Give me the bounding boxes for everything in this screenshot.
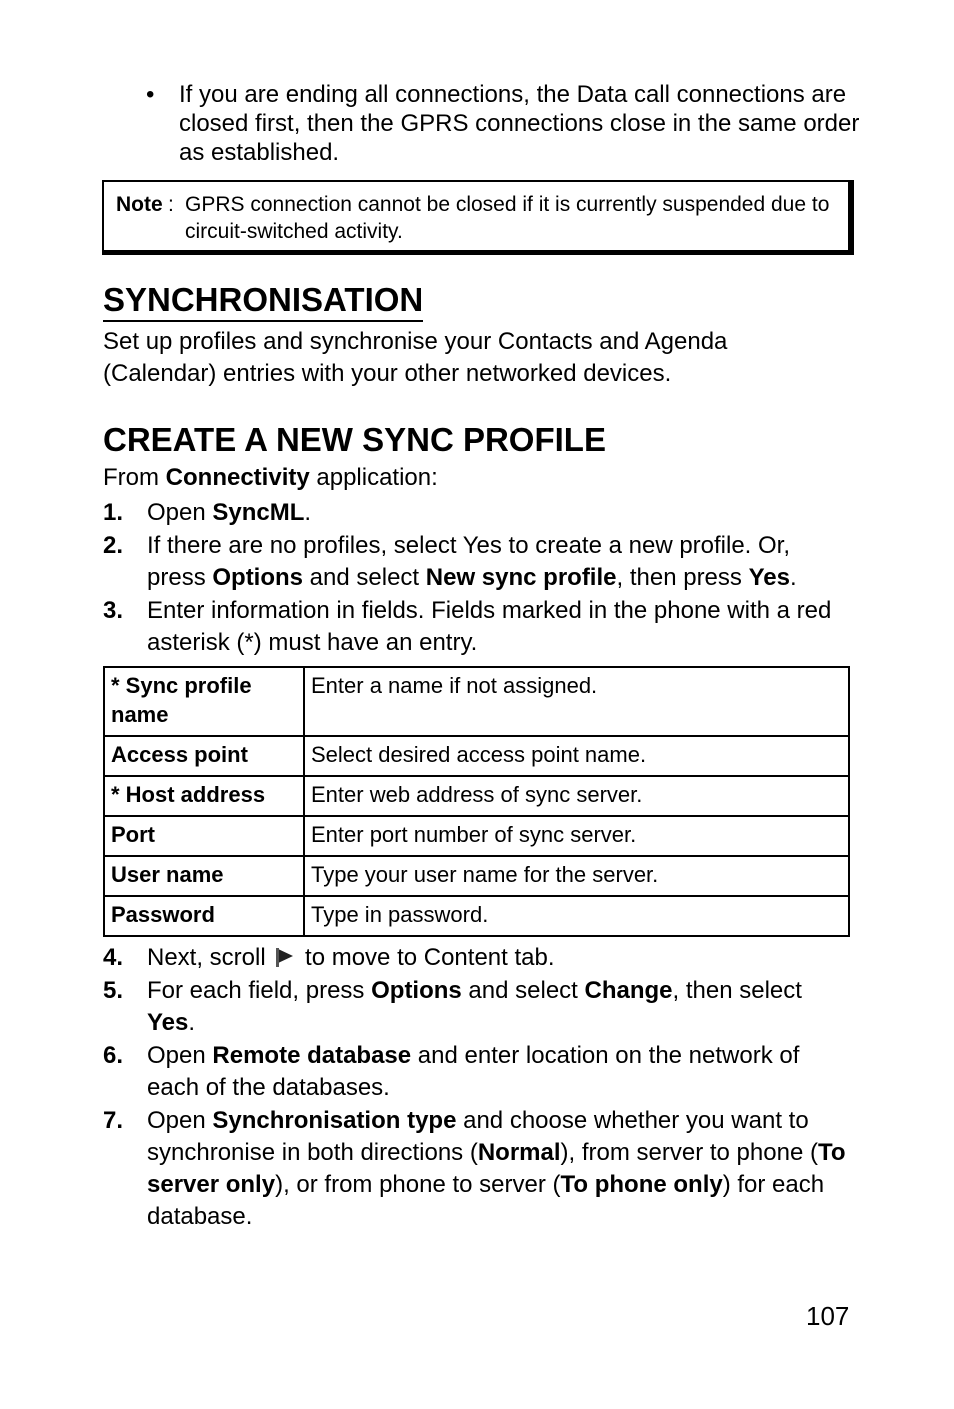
note-label: Note <box>116 193 163 216</box>
bullet-text: If you are ending all connections, the Data call connections are closed first, then the GPRS connections close in the same order as established. <box>179 81 860 166</box>
field-name: * Host address <box>104 776 304 816</box>
field-description: Enter web address of sync server. <box>304 776 849 816</box>
field-name: * Sync profile name <box>104 667 304 736</box>
table-row <box>104 667 849 736</box>
step-number: 1. <box>103 499 124 526</box>
step-number: 3. <box>103 597 124 624</box>
step-text: Open Synchronisation type and choose whether you want to synchronise in both directions (Normal), from server to phone (To server only), or from phone to server (To phone only) for each database. <box>147 1107 846 1230</box>
field-description: Type in password. <box>304 896 849 936</box>
field-name: Access point <box>104 736 304 776</box>
table-row <box>104 776 849 816</box>
table-row <box>104 736 849 776</box>
field-name: Password <box>104 896 304 936</box>
from-suffix: application: <box>309 464 438 491</box>
step-number: 2. <box>103 532 124 559</box>
table-row <box>104 856 849 896</box>
field-description: Select desired access point name. <box>304 736 849 776</box>
step-text: For each field, press Options and select Change, then select Yes. <box>147 977 802 1036</box>
field-description: Enter a name if not assigned. <box>304 667 849 736</box>
field-description: Enter port number of sync server. <box>304 816 849 856</box>
step-number: 6. <box>103 1042 124 1069</box>
from-line <box>103 462 438 494</box>
right-arrow-icon <box>274 944 294 964</box>
step-text: Next, scroll to move to Content tab. <box>147 944 555 971</box>
field-name: Port <box>104 816 304 856</box>
table-row <box>104 896 849 936</box>
note-box <box>102 180 854 255</box>
from-app: Connectivity <box>165 464 310 491</box>
step-number: 4. <box>103 944 124 971</box>
field-name: User name <box>104 856 304 896</box>
from-prefix: From <box>103 464 166 491</box>
fields-table <box>103 666 850 937</box>
step-text: Open Remote database and enter location on the network of each of the databases. <box>147 1042 800 1101</box>
table-row <box>104 816 849 856</box>
page-number: 107 <box>806 1301 850 1331</box>
section-title-synchronisation: SYNCHRONISATION <box>103 280 423 322</box>
section-title-create-profile: CREATE A NEW SYNC PROFILE <box>103 421 606 458</box>
step-text: Enter information in fields. Fields marked in the phone with a red asterisk (*) must have an entry. <box>147 597 832 656</box>
note-colon: : <box>168 193 174 216</box>
step-number: 7. <box>103 1107 124 1134</box>
step-text: If there are no profiles, select Yes to create a new profile. Or, press Options and select New sync profile, then press Yes. <box>147 532 797 591</box>
section-intro: Set up profiles and synchronise your Contacts and Agenda (Calendar) entries with your other networked devices. <box>103 328 728 387</box>
step-number: 5. <box>103 977 124 1004</box>
field-description: Type your user name for the server. <box>304 856 849 896</box>
step-text: Open SyncML. <box>147 499 312 526</box>
bullet-symbol: • <box>146 81 155 108</box>
note-text: GPRS connection cannot be closed if it is currently suspended due to circuit-switched activity. <box>185 193 830 243</box>
